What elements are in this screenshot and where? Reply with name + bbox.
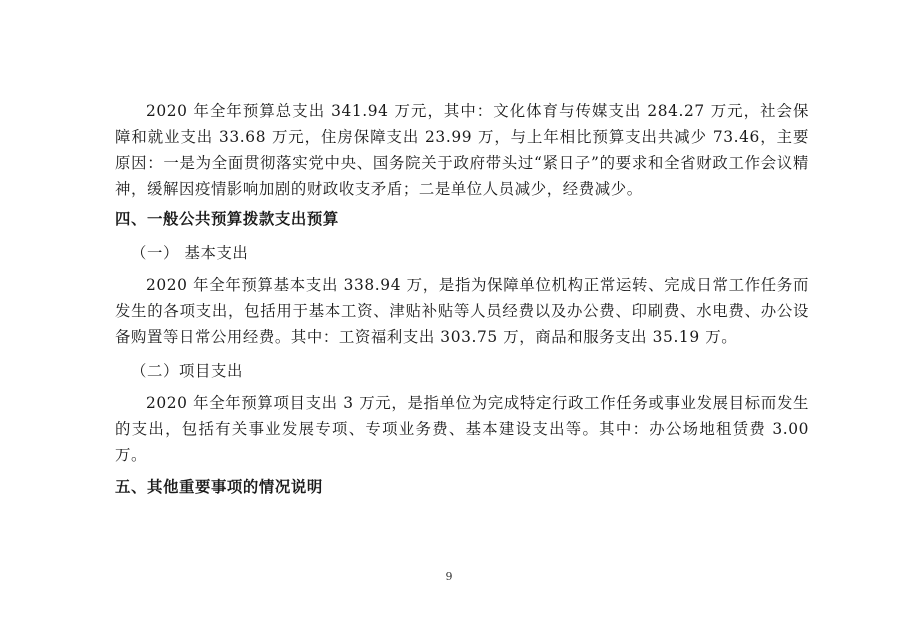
page-number: 9 (445, 570, 453, 583)
paragraph-total-expenditure: 2020 年全年预算总支出 341.94 万元，其中：文化体育与传媒支出 284.27 万元，社会保障和就业支出 33.68 万元，住房保障支出 23.99 万，与上年相比预算支出共减少 73.46，主要原因：一是为全面贯彻落实党中央、国务院关于政府带头过“紧日子”的要求和全省财政工作会议精神，缓解因疫情影响加剧的财政收支矛盾；二是单位人员减少，经费减少。 (115, 102, 809, 198)
subheading-project-expenditure: （二）项目支出 (131, 362, 243, 380)
heading-general-public-budget: 四、一般公共预算拨款支出预算 (115, 210, 339, 228)
subheading-basic-expenditure: （一） 基本支出 (131, 244, 249, 262)
heading-other-matters: 五、其他重要事项的情况说明 (115, 478, 323, 496)
paragraph-basic-expenditure: 2020 年全年预算基本支出 338.94 万，是指为保障单位机构正常运转、完成日常工作任务而发生的各项支出，包括用于基本工资、津贴补贴等人员经费以及办公费、印刷费、水电费、办公设备购置等日常公用经费。其中：工资福利支出 303.75 万，商品和服务支出 35.19 万。 (115, 276, 809, 346)
paragraph-project-expenditure: 2020 年全年预算项目支出 3 万元，是指单位为完成特定行政工作任务或事业发展目标而发生的支出，包括有关事业发展专项、专项业务费、基本建设支出等。其中：办公场地租赁费 3.00 万。 (115, 394, 809, 464)
document-body (115, 98, 809, 500)
